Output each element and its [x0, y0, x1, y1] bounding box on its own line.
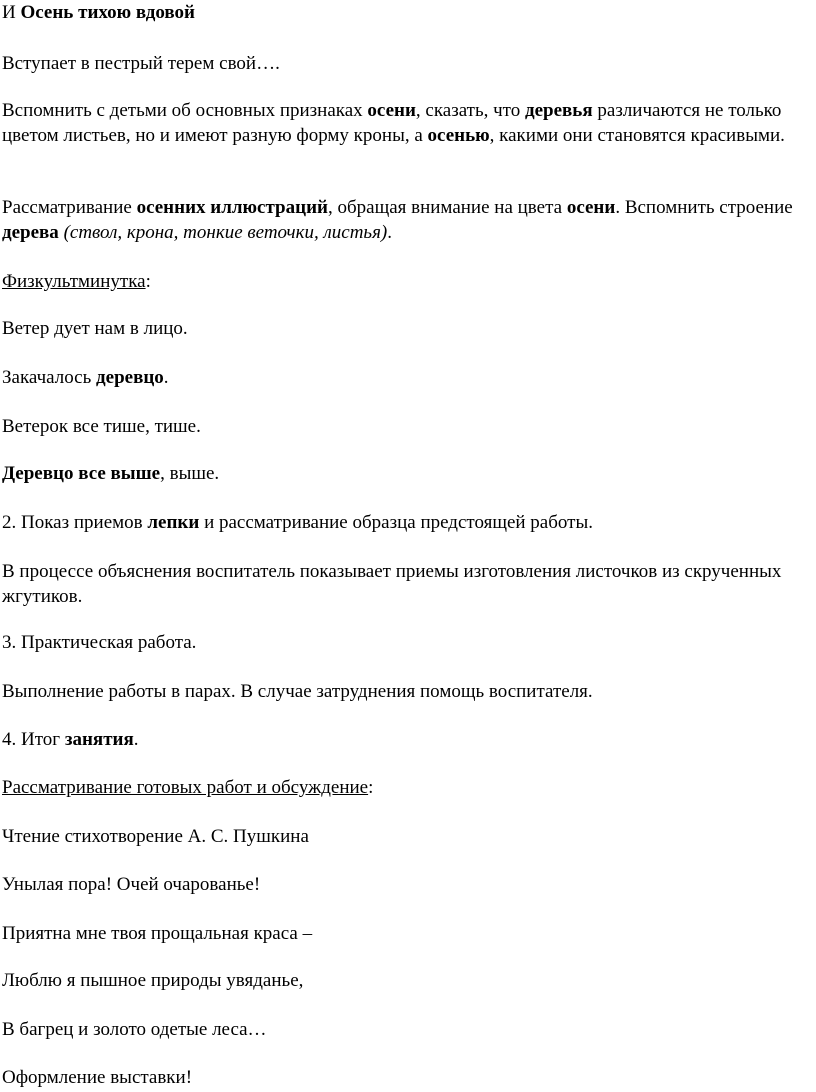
step-3-practical-work	[2, 630, 802, 655]
bold-run: осени	[367, 100, 416, 121]
paragraph-explanation	[2, 559, 802, 609]
text-run: Ветерок все тише, тише.	[2, 416, 201, 437]
bold-run: Осень тихою вдовой	[20, 2, 195, 23]
text-run: различаются не только цветом листьев, но и имеют разную форму кроны, а	[2, 100, 782, 146]
poem-intro-line-2	[2, 51, 802, 76]
text-run: .	[133, 729, 139, 750]
paragraph-pair-work	[2, 679, 802, 704]
underlined-run: Рассматривание готовых работ и обсуждение	[2, 777, 369, 798]
bold-run: осенью	[427, 125, 490, 146]
text-run: :	[145, 271, 151, 292]
poem-reading-intro	[2, 824, 802, 849]
text-run: В багрец и золото одетые леса…	[2, 1019, 267, 1040]
bold-run: лепки	[147, 512, 200, 533]
exercise-line-4	[2, 461, 802, 486]
text-run: Оформление выставки!	[2, 1067, 193, 1088]
text-run: , какими они становятся красивыми.	[489, 125, 785, 146]
heading-review-discussion	[2, 775, 802, 800]
italic-run: (ствол, крона, тонкие веточки, листья)	[63, 222, 388, 243]
text-run: .	[387, 222, 392, 243]
text-run: Люблю я пышное природы увяданье,	[2, 970, 304, 991]
bold-run: деревцо	[96, 367, 164, 388]
underlined-run: Физкультминутка	[2, 271, 146, 292]
bold-run: деревья	[525, 100, 593, 121]
step-4-summary	[2, 727, 802, 752]
bold-run: занятия	[64, 729, 134, 750]
text-run: , обращая внимание на цвета	[327, 197, 567, 218]
text-run: Закачалось	[2, 367, 97, 388]
exhibition-line	[2, 1065, 802, 1090]
paragraph-autumn-signs	[2, 98, 802, 148]
text-run: Рассматривание	[2, 197, 137, 218]
text-run: :	[368, 777, 374, 798]
text-run: 3. Практическая работа.	[2, 632, 197, 653]
bold-run: дерева	[2, 222, 59, 243]
poem-line-3	[2, 968, 802, 993]
exercise-line-1	[2, 316, 802, 341]
text-run: Ветер дует нам в лицо.	[2, 318, 188, 339]
text-run: Унылая пора! Очей очарованье!	[2, 874, 261, 895]
poem-intro-line-1	[2, 0, 802, 25]
text-run: 2. Показ приемов	[2, 512, 148, 533]
bold-run: осенних иллюстраций	[136, 197, 328, 218]
text-run: И	[2, 2, 21, 23]
poem-line-1	[2, 872, 802, 897]
text-run: Вспомнить с детьми об основных признаках	[2, 100, 368, 121]
bold-run: Деревцо все выше	[2, 463, 161, 484]
text-run: Вступает в пестрый терем свой….	[2, 53, 280, 74]
text-run: , выше.	[160, 463, 220, 484]
poem-line-2	[2, 921, 802, 946]
exercise-line-2	[2, 365, 802, 390]
exercise-line-3	[2, 414, 802, 439]
paragraph-illustrations	[2, 195, 802, 245]
text-run: и рассматривание образца предстоящей работы.	[199, 512, 593, 533]
poem-line-4	[2, 1017, 802, 1042]
text-run: Приятна мне твоя прощальная краса –	[2, 923, 313, 944]
step-2-demonstration	[2, 510, 802, 535]
text-run: .	[163, 367, 169, 388]
text-run: Чтение стихотворение А. С. Пушкина	[2, 826, 309, 847]
text-run: Выполнение работы в парах. В случае затруднения помощь воспитателя.	[2, 681, 593, 702]
heading-physical-minute	[2, 269, 802, 294]
text-run: 4. Итог	[2, 729, 65, 750]
text-run: В процессе объяснения воспитатель показывает приемы изготовления листочков из скрученных жгутиков.	[2, 561, 782, 607]
text-run: , сказать, что	[415, 100, 525, 121]
bold-run: осени	[566, 197, 616, 218]
text-run: . Вспомнить строение	[615, 197, 793, 218]
